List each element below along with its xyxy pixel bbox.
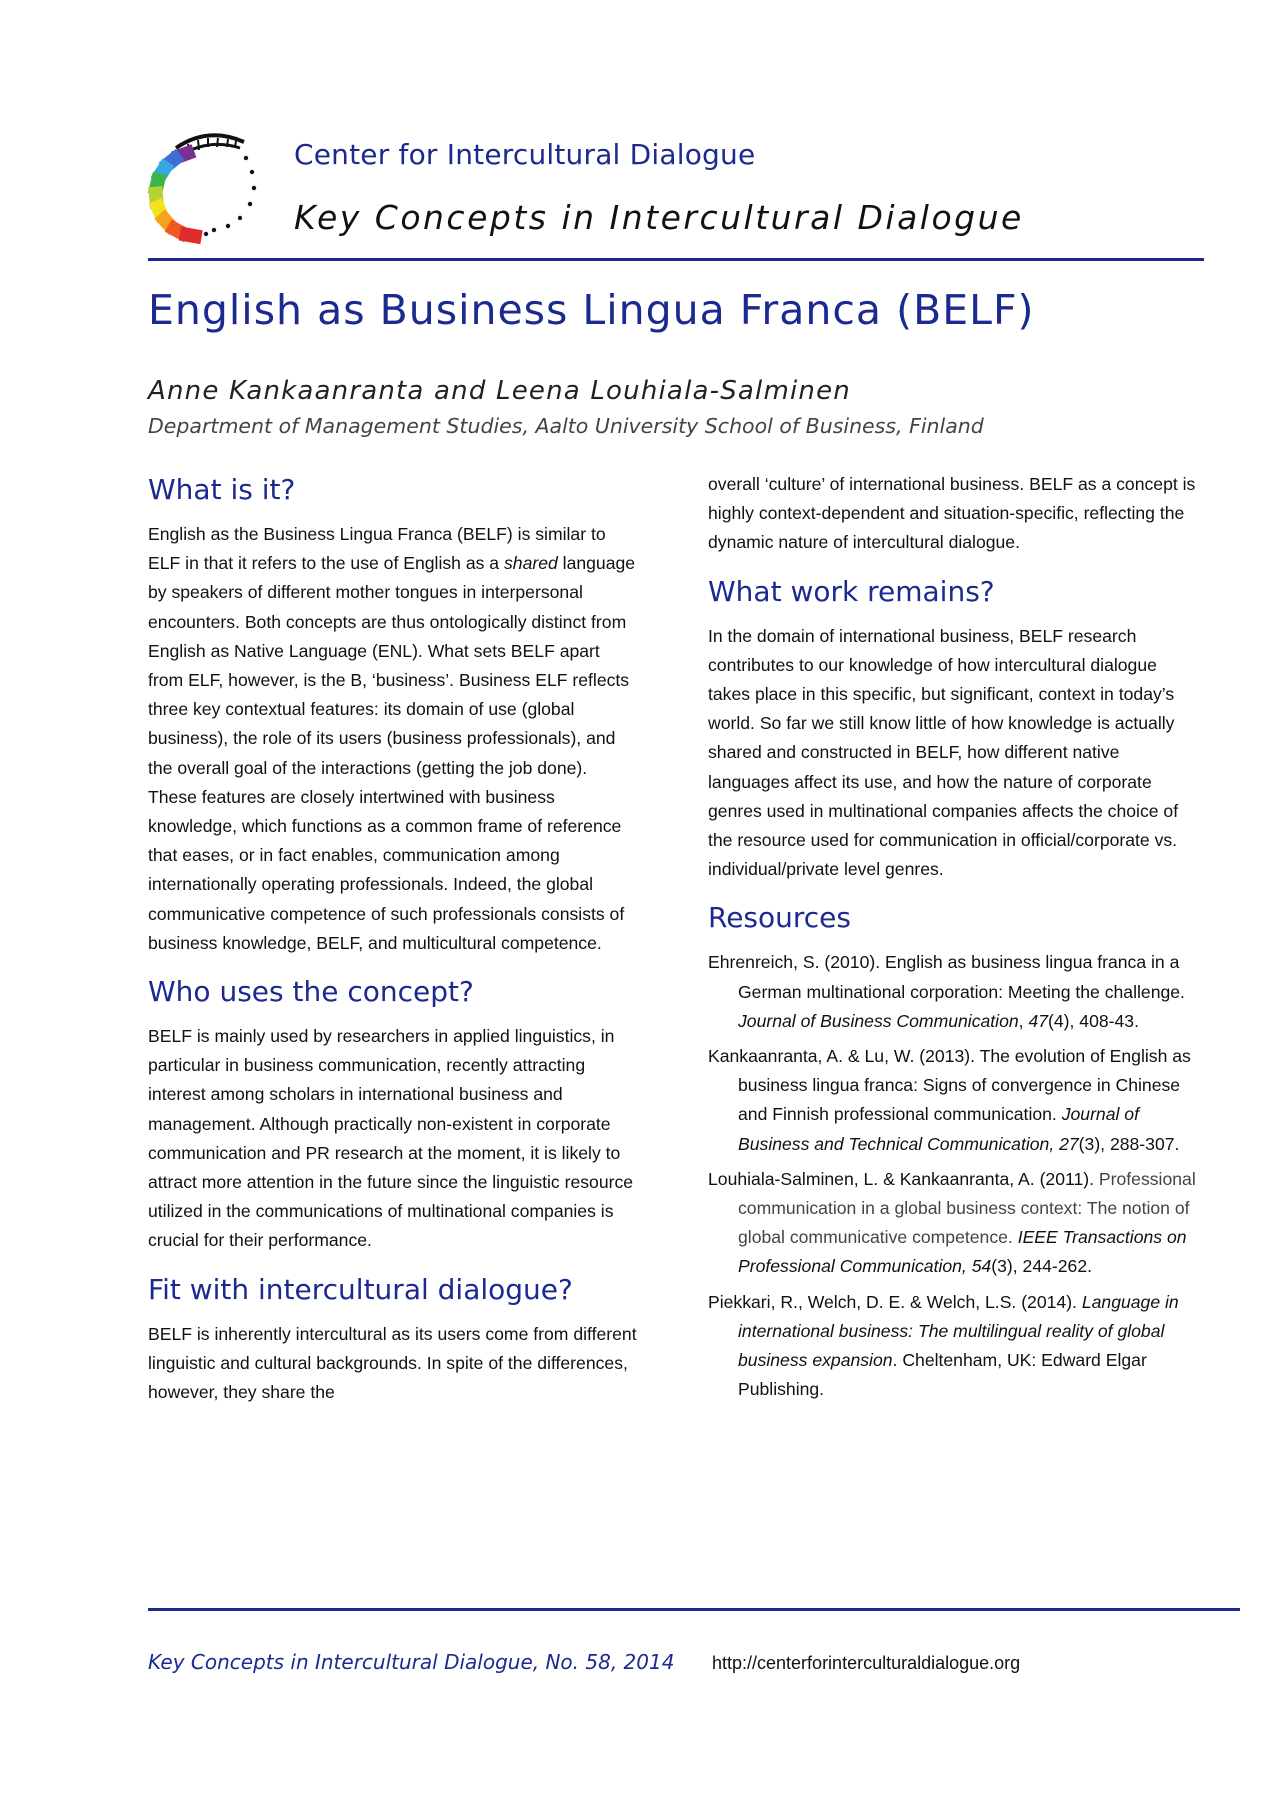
affiliation: Department of Management Studies, Aalto University School of Business, Finland: [148, 414, 984, 438]
right-column: [708, 468, 1198, 1410]
section-heading-what: What is it?: [148, 473, 296, 506]
footer-url[interactable]: http://centerforinterculturaldialogue.org: [712, 1653, 1021, 1673]
section-text-what: English as the Business Lingua Franca (BELF) is similar to ELF in that it refers to the use of English as a shared language by speakers of different mother tongues in interpersonal encounters. Both concepts are thus ontologically distinct from English as Native Language (ENL). What sets BELF apart from ELF, however, is the B, ‘business’. Business ELF reflects three key contextual features: its domain of use (global business), the role of its users (business professionals), and the overall goal of the interactions (getting the job done). These features are closely intertwined with business knowledge, which functions as a common frame of reference that eases, or in fact enables, communication among internationally operating professionals. Indeed, the global communicative competence of such professionals consists of business knowledge, BELF, and multicultural competence.: [148, 524, 636, 953]
series-name: Key Concepts in Intercultural Dialogue: [294, 198, 1024, 237]
footer-citation: Key Concepts in Intercultural Dialogue, No. 58, 2014: [148, 1650, 675, 1674]
section-heading-resources: Resources: [708, 901, 851, 935]
authors: Anne Kankaanranta and Leena Louhiala-Salminen: [148, 376, 851, 406]
header-divider: [148, 258, 1204, 261]
reference-item: Ehrenreich, S. (2010). English as business lingua franca in a German multinational corporation: Meeting the challenge. Journal of Business Communication, 47(4), 408-43.: [708, 952, 1185, 1031]
section-heading-remains: What work remains?: [708, 574, 995, 608]
page-title: English as Business Lingua Franca (BELF): [148, 286, 1035, 334]
footer-divider: [148, 1608, 1240, 1611]
section-text-remains: In the domain of international business, BELF research contributes to our knowledge of how intercultural dialogue takes place in this specific, but significant, context in today’s world. So far we still know little of how knowledge is actually shared and constructed in BELF, how different native languages affect its use, and how the nature of corporate genres used in multinational companies affects the choice of the resource used for communication in official/corporate vs. individual/private level genres.: [708, 625, 1179, 880]
section-heading-who: Who uses the concept?: [148, 975, 474, 1009]
reference-item: Louhiala-Salminen, L. & Kankaanranta, A. (2011). Professional communication in a global business context: The notion of global communicative competence. IEEE Transactions on Professional Communication, 54(3), 244-262.: [708, 1168, 1196, 1277]
center-logo: [136, 132, 276, 244]
section-text-who: BELF is mainly used by researchers in applied linguistics, in particular in business communication, recently attracting interest among scholars in international business and management. Although practically non-existent in corporate communication and PR research at the moment, it is likely to attract more attention in the future since the linguistic resource utilized in the communications of multinational companies is crucial for their performance.: [148, 1026, 634, 1251]
center-name: Center for Intercultural Dialogue: [294, 138, 756, 171]
section-text-fit-continued: overall ‘culture’ of international business. BELF as a concept is highly context-dependent and situation-specific, reflecting the dynamic nature of intercultural dialogue.: [708, 474, 1196, 553]
left-column: [148, 468, 638, 1407]
reference-item: Piekkari, R., Welch, D. E. & Welch, L.S. (2014). Language in international business: The multilingual reality of global business expansion. Cheltenham, UK: Edward Elgar Publishing.: [708, 1291, 1179, 1400]
logo-color-block: [179, 227, 203, 244]
section-heading-fit: Fit with intercultural dialogue?: [148, 1272, 573, 1306]
section-text-fit: BELF is inherently intercultural as its users come from different linguistic and cultural backgrounds. In spite of the differences, however, they share the: [148, 1323, 637, 1403]
reference-item: Kankaanranta, A. & Lu, W. (2013). The evolution of English as business lingua franca: Signs of convergence in Chinese and Finnish professional communication. Journal of Business and Technical Communication, 27(3), 288-307.: [708, 1046, 1191, 1154]
